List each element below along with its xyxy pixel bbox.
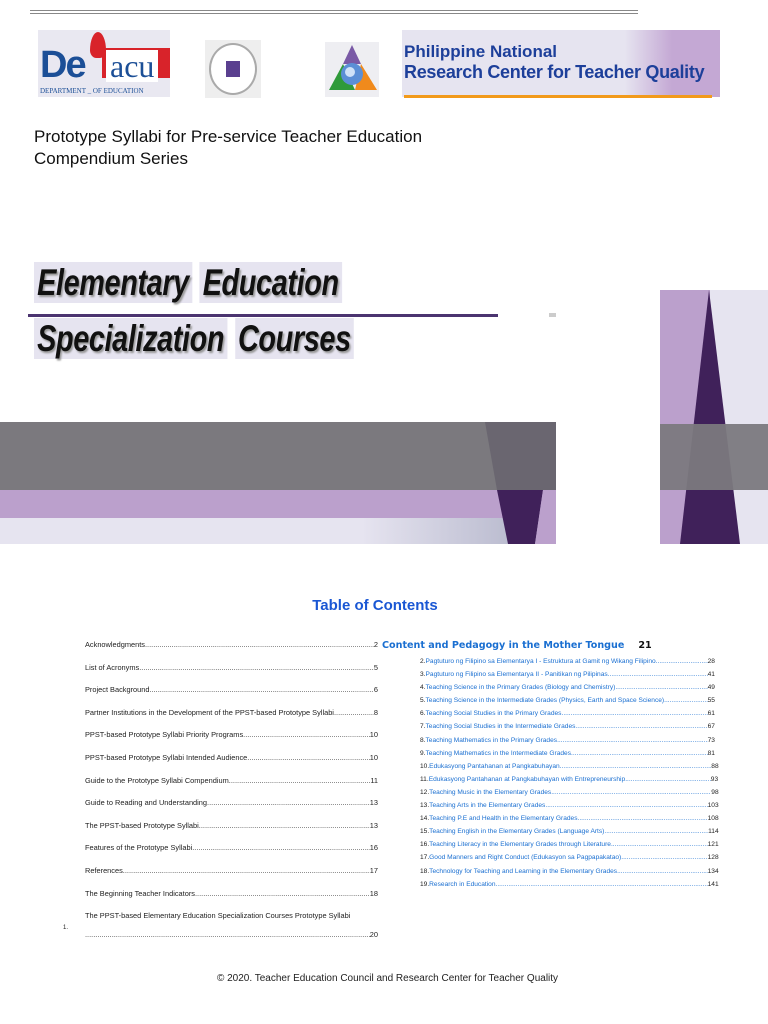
toc-course-entry[interactable]: 15. Teaching English in the Elementary Grades (Language Arts) ..... 114 [420, 825, 678, 838]
toc-course-entry[interactable]: 4. Teaching Science in the Primary Grades (Biology and Chemistry) ..... 49 [420, 681, 678, 694]
toc-course-entry[interactable]: 14. Teaching P.E and Health in the Elementary Grades ..... 108 [420, 812, 678, 825]
cover-title-line1: Elementary Education [34, 262, 342, 304]
toc-course-entry[interactable]: 8. Teaching Mathematics in the Primary Grades ..... 73 [420, 734, 678, 747]
toc-title: Table of Contents [312, 597, 438, 614]
toc-entry[interactable]: List of Acronyms ..... 5 [85, 663, 378, 686]
title-rule [28, 314, 498, 317]
toc-course-entry[interactable]: 12. Teaching Music in the Elementary Grades ..... 98 [420, 786, 678, 799]
toc-course-entry[interactable]: 13. Teaching Arts in the Elementary Grades ..... 103 [420, 799, 678, 812]
toc-entry[interactable]: Guide to Reading and Understanding ..... 13 [85, 798, 378, 821]
toc-course-entry[interactable]: 18. Technology for Teaching and Learning in the Elementary Grades ..... 134 [420, 865, 678, 878]
toc-course-entry[interactable]: 7. Teaching Social Studies in the Intermediate Grades ..... 67 [420, 720, 678, 733]
toc-entry[interactable]: PPST-based Prototype Syllabi Intended Audience ..... 10 [85, 753, 378, 776]
cover-title-line2: Specialization Courses [34, 318, 354, 360]
toc-course-entry[interactable]: 2. Pagtuturo ng Filipino sa Elementarya I - Estruktura at Gamit ng Wikang Filipino ..... 28 [420, 655, 678, 668]
top-divider [30, 10, 638, 14]
page-marker: 1. [63, 925, 69, 931]
tec-seal-logo [205, 40, 261, 98]
toc-course-entry[interactable]: 5. Teaching Science in the Intermediate Grades (Physics, Earth and Space Science) ..... 55 [420, 694, 678, 707]
toc-entry[interactable]: PPST-based Prototype Syllabi Priority Programs ..... 10 [85, 730, 378, 753]
toc-course-entry[interactable]: 11. Edukasyong Pantahanan at Pangkabuhayan with Entrepreneurship ..... 93 [420, 773, 678, 786]
toc-section-heading[interactable]: Content and Pedagogy in the Mother Tongue 21 [382, 640, 652, 651]
toc-course-entry[interactable]: 9. Teaching Mathematics in the Intermediate Grades ..... 81 [420, 747, 678, 760]
toc-right-column [420, 655, 719, 891]
rctq-banner-logo: Philippine National Research Center for Teacher Quality [402, 30, 720, 97]
toc-course-entry[interactable]: 16. Teaching Literacy in the Elementary Grades through Literature ..... 121 [420, 838, 678, 851]
toc-course-entry[interactable]: 10. Edukasyong Pantahanan at Pangkabuhayan ..... 88 [420, 760, 678, 773]
toc-course-entry[interactable]: 19. Research in Education ..... 141 [420, 878, 678, 891]
toc-course-entry[interactable]: 17. Good Manners and Right Conduct (Edukasyon sa Pagpapakatao) ..... 128 [420, 851, 678, 864]
toc-entry[interactable]: The PPST-based Prototype Syllabi ..... 13 [85, 821, 378, 844]
toc-course-entry[interactable]: 6. Teaching Social Studies in the Primary Grades ..... 61 [420, 707, 678, 720]
compendium-subtitle: Prototype Syllabi for Pre-service Teacher Education Compendium Series [34, 127, 423, 168]
toc-entry[interactable]: The PPST-based Elementary Education Specialization Courses Prototype Syllabi ..... 20 [85, 911, 378, 953]
rctq-triangle-logo [325, 42, 379, 97]
decorative-panel [660, 290, 768, 544]
footer-copyright: © 2020. Teacher Education Council and Research Center for Teacher Quality [216, 973, 559, 984]
decorative-band [0, 422, 556, 544]
deped-logo: De acu DEPARTMENT _ OF EDUCATION [38, 30, 170, 97]
toc-entry[interactable]: References ..... 17 [85, 866, 378, 889]
toc-entry[interactable]: Features of the Prototype Syllabi ..... 16 [85, 843, 378, 866]
toc-left-column [85, 640, 378, 953]
toc-entry[interactable]: Acknowledgments ..... 2 [85, 640, 378, 663]
toc-course-entry[interactable]: 3. Pagtuturo ng Filipino sa Elementarya II - Panitikan ng Pilipinas ..... 41 [420, 668, 678, 681]
toc-entry[interactable]: Guide to the Prototype Syllabi Compendium ..... 11 [85, 776, 378, 799]
toc-entry[interactable]: The Beginning Teacher Indicators ..... 18 [85, 889, 378, 912]
toc-entry[interactable]: Project Background ..... 6 [85, 685, 378, 708]
toc-entry[interactable]: Partner Institutions in the Development of the PPST-based Prototype Syllabi ..... 8 [85, 708, 378, 731]
